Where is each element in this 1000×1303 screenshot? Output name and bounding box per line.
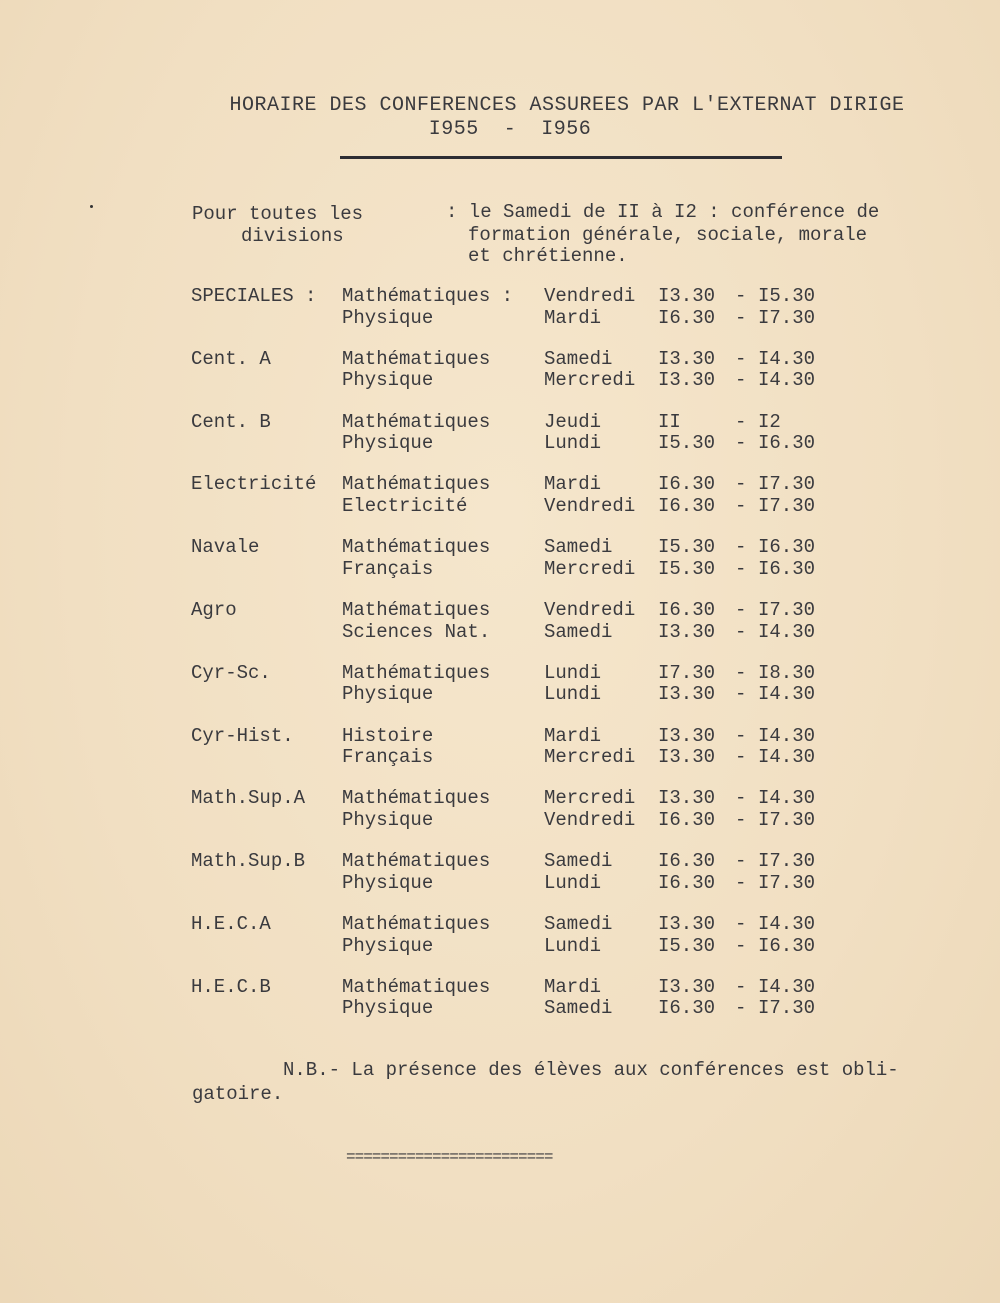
start-time-cell: I3.30 xyxy=(658,975,716,998)
end-time-cell: I7.30 xyxy=(758,306,816,329)
day-cell: Mercredi xyxy=(544,369,636,392)
end-time-cell: I7.30 xyxy=(758,850,816,873)
end-time-cell: I4.30 xyxy=(758,347,816,370)
start-time-cell: I6.30 xyxy=(658,599,716,621)
subject-cell: Français xyxy=(342,746,434,769)
subject-cell: Physique xyxy=(342,808,434,831)
intro-left-line2: divisions xyxy=(241,225,344,247)
start-time-cell: I5.30 xyxy=(658,557,716,580)
subject-cell: Mathématiques xyxy=(342,599,491,621)
division-label: Cyr-Hist. xyxy=(191,724,294,747)
note-line2: gatoire. xyxy=(192,1083,284,1105)
intro-left-line1: Pour toutes les xyxy=(192,203,364,225)
start-time-cell: I5.30 xyxy=(658,536,716,559)
subject-cell: Electricité xyxy=(342,494,468,517)
day-cell: Lundi xyxy=(544,661,602,684)
subject-cell: Mathématiques xyxy=(342,975,491,998)
division-label: SPECIALES : xyxy=(191,285,317,307)
subject-cell: Physique xyxy=(342,871,434,894)
subject-cell: Mathématiques xyxy=(342,410,491,433)
time-dash: - xyxy=(735,347,747,370)
start-time-cell: I3.30 xyxy=(658,347,716,370)
day-cell: Mardi xyxy=(544,306,602,329)
end-time-cell: I7.30 xyxy=(758,599,816,621)
intro-right-line3: et chrétienne. xyxy=(468,245,628,267)
day-cell: Mardi xyxy=(544,473,602,496)
start-time-cell: II xyxy=(658,410,681,433)
subject-cell: Mathématiques xyxy=(342,913,491,935)
start-time-cell: I3.30 xyxy=(658,787,716,810)
start-time-cell: I6.30 xyxy=(658,871,716,894)
end-time-cell: I6.30 xyxy=(758,536,816,559)
day-cell: Samedi xyxy=(544,536,613,559)
note-line1: N.B.- La présence des élèves aux conférences est obli- xyxy=(283,1059,899,1081)
end-time-cell: I4.30 xyxy=(758,369,816,392)
document-year: I955 - I956 xyxy=(428,118,592,141)
subject-cell: Physique xyxy=(342,997,434,1020)
time-dash: - xyxy=(735,683,747,706)
subject-cell: Physique xyxy=(342,306,434,329)
subject-cell: Mathématiques xyxy=(342,661,491,684)
subject-cell: Français xyxy=(342,557,434,580)
end-time-cell: I6.30 xyxy=(758,934,816,957)
time-dash: - xyxy=(735,432,747,455)
day-cell: Lundi xyxy=(544,871,602,894)
start-time-cell: I6.30 xyxy=(658,473,716,496)
day-cell: Mercredi xyxy=(544,746,636,769)
time-dash: - xyxy=(735,536,747,559)
time-dash: - xyxy=(735,787,747,810)
day-cell: Samedi xyxy=(544,620,613,643)
division-label: H.E.C.B xyxy=(191,975,271,998)
end-time-cell: I4.30 xyxy=(758,683,816,706)
start-time-cell: I6.30 xyxy=(658,306,716,329)
start-time-cell: I6.30 xyxy=(658,494,716,517)
title-underline xyxy=(340,156,782,159)
time-dash: - xyxy=(735,473,747,496)
subject-cell: Mathématiques xyxy=(342,473,491,496)
time-dash: - xyxy=(735,410,747,433)
division-label: Cyr-Sc. xyxy=(191,661,271,684)
division-label: Math.Sup.B xyxy=(191,850,306,873)
subject-cell: Histoire xyxy=(342,724,434,747)
subject-cell: Physique xyxy=(342,432,434,455)
start-time-cell: I3.30 xyxy=(658,285,716,307)
day-cell: Mardi xyxy=(544,975,602,998)
footer-rule: ======================== xyxy=(346,1148,553,1166)
start-time-cell: I5.30 xyxy=(658,934,716,957)
start-time-cell: I3.30 xyxy=(658,683,716,706)
start-time-cell: I3.30 xyxy=(658,369,716,392)
intro-right-line2: formation générale, sociale, morale xyxy=(468,224,868,246)
day-cell: Lundi xyxy=(544,683,602,706)
division-label: Electricité xyxy=(191,473,317,496)
end-time-cell: I4.30 xyxy=(758,913,816,935)
subject-cell: Physique xyxy=(342,683,434,706)
day-cell: Vendredi xyxy=(544,285,636,307)
division-label: Math.Sup.A xyxy=(191,787,306,810)
time-dash: - xyxy=(735,369,747,392)
subject-cell: Mathématiques xyxy=(342,536,491,559)
subject-cell: Mathématiques xyxy=(342,347,491,370)
time-dash: - xyxy=(735,306,747,329)
time-dash: - xyxy=(735,494,747,517)
division-label: Navale xyxy=(191,536,260,559)
day-cell: Samedi xyxy=(544,850,613,873)
day-cell: Lundi xyxy=(544,432,602,455)
time-dash: - xyxy=(735,285,747,307)
time-dash: - xyxy=(735,724,747,747)
end-time-cell: I4.30 xyxy=(758,787,816,810)
subject-cell: Mathématiques xyxy=(342,787,491,810)
division-label: Agro xyxy=(191,599,237,621)
division-label: Cent. A xyxy=(191,347,271,370)
day-cell: Jeudi xyxy=(544,410,602,433)
start-time-cell: I3.30 xyxy=(658,724,716,747)
day-cell: Mardi xyxy=(544,724,602,747)
day-cell: Samedi xyxy=(544,347,613,370)
end-time-cell: I7.30 xyxy=(758,494,816,517)
subject-cell: Mathématiques : xyxy=(342,285,514,307)
end-time-cell: I7.30 xyxy=(758,871,816,894)
start-time-cell: I3.30 xyxy=(658,746,716,769)
time-dash: - xyxy=(735,599,747,621)
time-dash: - xyxy=(735,808,747,831)
time-dash: - xyxy=(735,975,747,998)
subject-cell: Physique xyxy=(342,369,434,392)
subject-cell: Physique xyxy=(342,934,434,957)
start-time-cell: I3.30 xyxy=(658,913,716,935)
end-time-cell: I6.30 xyxy=(758,557,816,580)
subject-cell: Sciences Nat. xyxy=(342,620,491,643)
time-dash: - xyxy=(735,934,747,957)
end-time-cell: I7.30 xyxy=(758,808,816,831)
time-dash: - xyxy=(735,850,747,873)
end-time-cell: I7.30 xyxy=(758,997,816,1020)
time-dash: - xyxy=(735,997,747,1020)
subject-cell: Mathématiques xyxy=(342,850,491,873)
day-cell: Mercredi xyxy=(544,557,636,580)
end-time-cell: I4.30 xyxy=(758,975,816,998)
intro-right-line1: : le Samedi de II à I2 : conférence de xyxy=(446,201,880,223)
day-cell: Vendredi xyxy=(544,599,636,621)
margin-dot xyxy=(90,205,93,208)
end-time-cell: I8.30 xyxy=(758,661,816,684)
day-cell: Samedi xyxy=(544,913,613,935)
day-cell: Vendredi xyxy=(544,494,636,517)
division-label: Cent. B xyxy=(191,410,271,433)
start-time-cell: I6.30 xyxy=(658,808,716,831)
start-time-cell: I6.30 xyxy=(658,850,716,873)
day-cell: Lundi xyxy=(544,934,602,957)
end-time-cell: I7.30 xyxy=(758,473,816,496)
time-dash: - xyxy=(735,557,747,580)
end-time-cell: I6.30 xyxy=(758,432,816,455)
day-cell: Vendredi xyxy=(544,808,636,831)
time-dash: - xyxy=(735,620,747,643)
start-time-cell: I7.30 xyxy=(658,661,716,684)
end-time-cell: I4.30 xyxy=(758,620,816,643)
end-time-cell: I5.30 xyxy=(758,285,816,307)
end-time-cell: I2 xyxy=(758,410,781,433)
start-time-cell: I5.30 xyxy=(658,432,716,455)
time-dash: - xyxy=(735,913,747,935)
start-time-cell: I6.30 xyxy=(658,997,716,1020)
time-dash: - xyxy=(735,746,747,769)
end-time-cell: I4.30 xyxy=(758,746,816,769)
end-time-cell: I4.30 xyxy=(758,724,816,747)
time-dash: - xyxy=(735,661,747,684)
day-cell: Mercredi xyxy=(544,787,636,810)
document-title: HORAIRE DES CONFERENCES ASSUREES PAR L'EXTERNAT DIRIGE xyxy=(229,94,905,117)
day-cell: Samedi xyxy=(544,997,613,1020)
division-label: H.E.C.A xyxy=(191,913,271,935)
start-time-cell: I3.30 xyxy=(658,620,716,643)
time-dash: - xyxy=(735,871,747,894)
